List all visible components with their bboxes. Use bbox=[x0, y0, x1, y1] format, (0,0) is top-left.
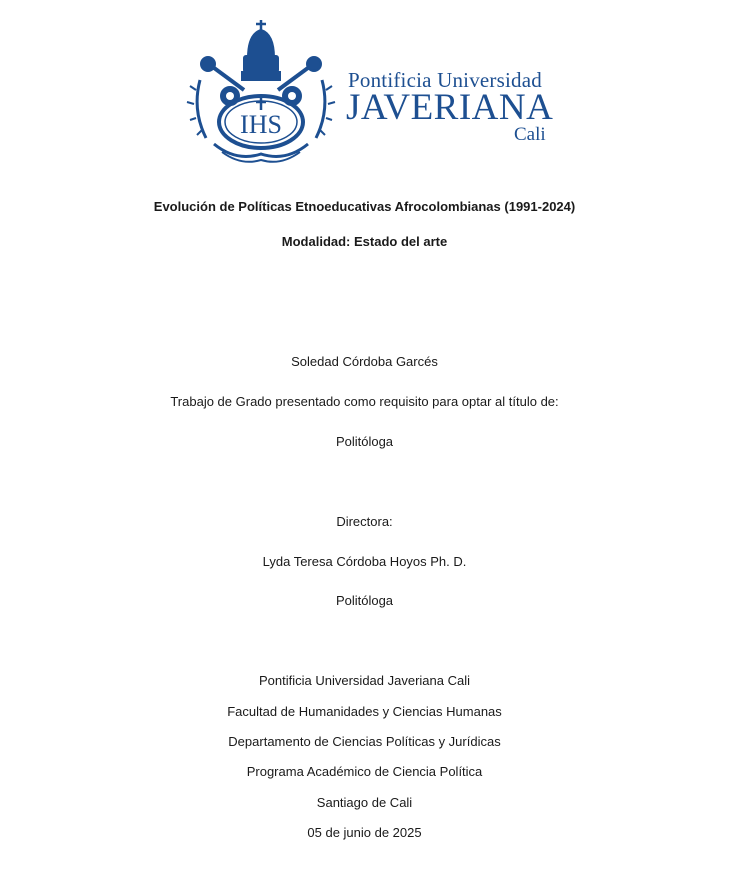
institution-university: Pontificia Universidad Javeriana Cali bbox=[259, 673, 470, 688]
degree-title: Politóloga bbox=[335, 434, 394, 449]
institution-city: Santiago de Cali bbox=[316, 795, 413, 810]
logo-text-line2: JAVERIANA bbox=[346, 87, 554, 128]
degree-requirement: Trabajo de Grado presentado como requisito para optar al título de: bbox=[170, 394, 559, 409]
institution-faculty: Facultad de Humanidades y Ciencias Humanas bbox=[227, 704, 502, 719]
university-crest-icon bbox=[186, 20, 336, 168]
director-label: Directora: bbox=[336, 514, 393, 529]
institution-program: Programa Académico de Ciencia Política bbox=[246, 764, 483, 779]
document-title: Evolución de Políticas Etnoeducativas Afrocolombianas (1991-2024) bbox=[153, 199, 576, 214]
institution-department: Departamento de Ciencias Políticas y Jurídicas bbox=[228, 734, 501, 749]
author-name: Soledad Córdoba Garcés bbox=[291, 354, 438, 369]
logo-text-line1: Pontificia Universidad bbox=[348, 68, 542, 92]
director-title: Politóloga bbox=[335, 593, 394, 608]
document-date: 05 de junio de 2025 bbox=[307, 825, 422, 840]
logo-text-line3: Cali bbox=[514, 124, 546, 145]
logo-monogram: IHS bbox=[240, 110, 282, 139]
director-name: Lyda Teresa Córdoba Hoyos Ph. D. bbox=[262, 554, 467, 569]
document-modality: Modalidad: Estado del arte bbox=[281, 234, 448, 249]
university-logo bbox=[186, 20, 566, 168]
